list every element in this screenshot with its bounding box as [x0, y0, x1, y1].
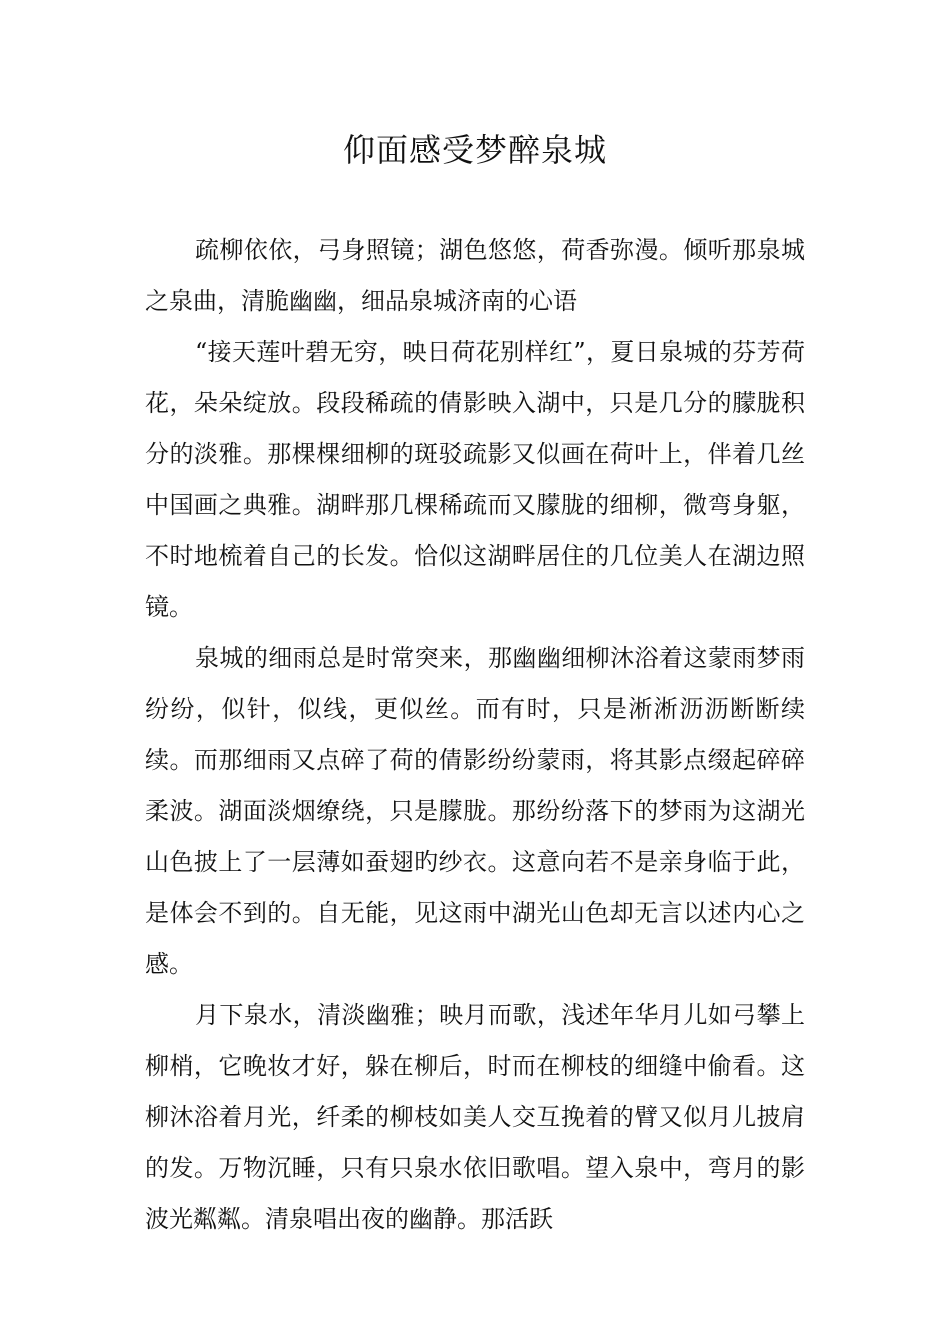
paragraph-2: “接天莲叶碧无穷，映日荷花别样红”，夏日泉城的芬芳荷花，朵朵绽放。段段稀疏的倩影映入湖中，只是几分的朦胧积分的淡雅。那棵棵细柳的斑驳疏影又似画在荷叶上，伴着几丝中国画之典雅。湖畔那几棵稀疏而又朦胧的细柳，微弯身躯，不时地梳着自己的长发。恰似这湖畔居住的几位美人在湖边照镜。 — [145, 338, 805, 621]
paragraph-3: 泉城的细雨总是时常突来，那幽幽细柳沐浴着这蒙雨梦雨纷纷，似针，似线，更似丝。而有时，只是淅淅沥沥断断续续。而那细雨又点碎了荷的倩影纷纷蒙雨，将其影点缀起碎碎柔波。湖面淡烟缭绕，只是朦胧。那纷纷落下的梦雨为这湖光山色披上了一层薄如蚕翅旳纱衣。这意向若不是亲身临于此，是体会不到的。自无能，见这雨中湖光山色却无言以述内心之感。 — [145, 644, 805, 978]
paragraph-4: 月下泉水，清淡幽雅；映月而歌，浅述年华月儿如弓攀上柳梢，它晚妆才好，躲在柳后，时而在柳枝的细缝中偷看。这柳沐浴着月光，纤柔的柳枝如美人交互挽着的臂又似月儿披肩的发。万物沉睡，只有只泉水依旧歌唱。望入泉中，弯月的影波光粼粼。清泉唱出夜的幽静。那活跃 — [145, 1001, 805, 1233]
page-title: 仰面感受梦醉泉城 — [342, 131, 607, 169]
document-body — [145, 225, 805, 1245]
paragraph-1: 疏柳依依，弓身照镜；湖色悠悠，荷香弥漫。倾听那泉城之泉曲，清脆幽幽，细品泉城济南的心语 — [145, 236, 805, 315]
